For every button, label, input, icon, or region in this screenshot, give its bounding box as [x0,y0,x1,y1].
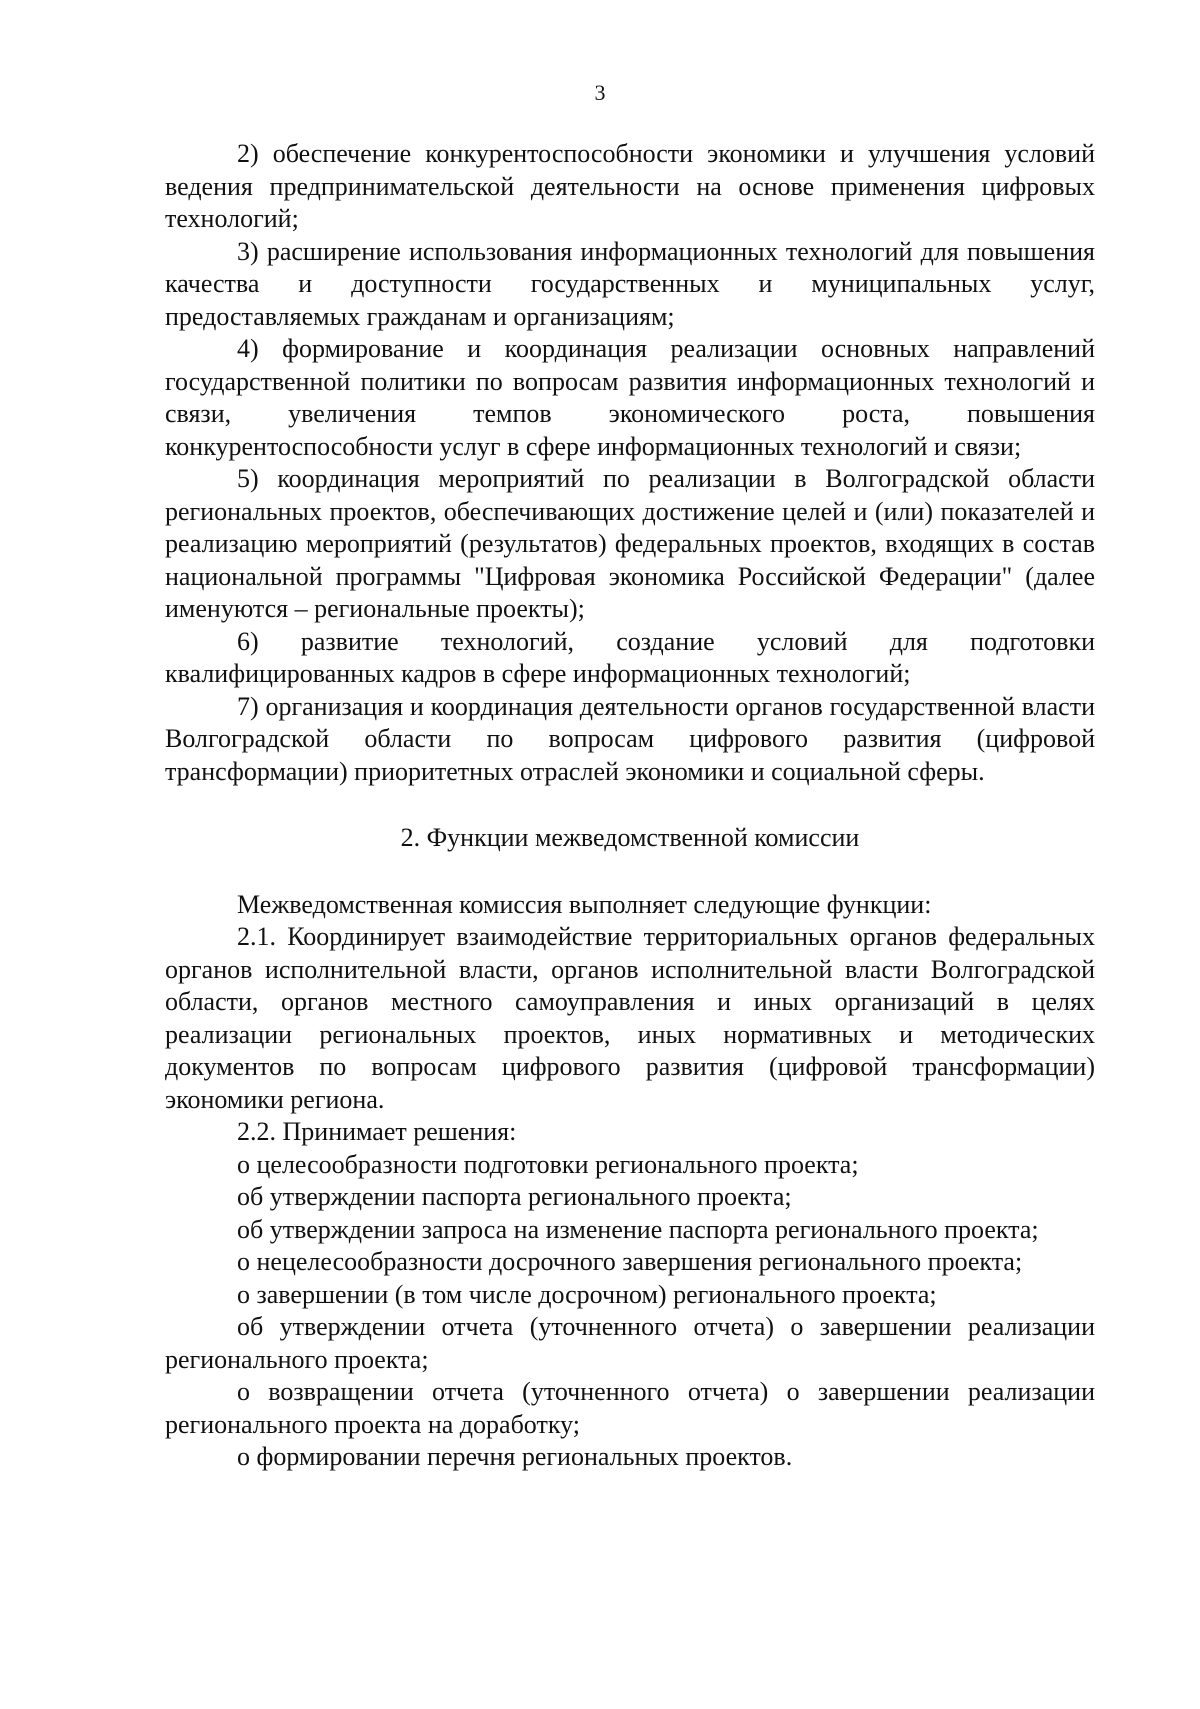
goal-item-7: 7) организация и координация деятельности органов государственной власти Волгоградской области по вопросам цифрового развития (цифровой трансформации) приоритетных отраслей экономики и социальной сферы. [165,691,1095,786]
decision-item: об утверждении паспорта регионального проекта; [237,1182,792,1211]
functions-intro: Межведомственная комиссия выполняет следующие функции: [237,889,932,919]
goal-item-4: 4) формирование и координация реализации основных направлений государственной политики по вопросам развития информационных технологий и связи, увеличения темпов экономического роста, повышения конкурентоспособности услуг в сфере информационных технологий и связи; [165,334,1095,461]
goal-item-3: 3) расширение использования информационных технологий для повышения качества и доступности государственных и муниципальных услуг, предоставляемых гражданам и организациям; [165,236,1095,331]
goal-item-2: 2) обеспечение конкурентоспособности экономики и улучшения условий ведения предпринимательской деятельности на основе применения цифровых технологий; [165,139,1095,233]
decision-item: о целесообразности подготовки регионального проекта; [237,1149,859,1179]
decision-item: о формировании перечня региональных проектов. [237,1442,793,1471]
decision-item: о завершении (в том числе досрочном) регионального проекта; [237,1279,937,1309]
decision-item: о нецелесообразности досрочного завершения регионального проекта; [237,1247,1023,1276]
decision-item: об утверждении запроса на изменение паспорта регионального проекта; [237,1214,1039,1244]
document-body [165,138,1095,1474]
function-item-2-1: 2.1. Координирует взаимодействие территориальных органов федеральных органов исполнительной власти, органов исполнительной власти Волгоградской области, органов местного самоуправления и иных организаций в целях реализации региональных проектов, иных нормативных и методических документов по вопросам цифрового развития (цифровой трансформации) экономики региона. [165,922,1095,1114]
goal-item-6: 6) развитие технологий, создание условий для подготовки квалифицированных кадров в сфере информационных технологий; [165,626,1095,688]
decision-item: о возвращении отчета (уточненного отчета) о завершении реализации регионального проекта на доработку; [165,1377,1095,1439]
goal-item-5: 5) координация мероприятий по реализации в Волгоградской области региональных проектов, обеспечивающих достижение целей и (или) показателей и реализацию мероприятий (результатов) федеральных проектов, входящих в состав национальной программы "Цифровая экономика Российской Федерации" (далее именуются – региональные проекты); [165,464,1095,623]
decision-item: об утверждении отчета (уточненного отчета) о завершении реализации регионального проекта; [165,1312,1095,1374]
section-heading: 2. Функции межведомственной комиссии [400,823,860,852]
page-number: 3 [594,80,606,105]
function-item-2-2: 2.2. Принимает решения: [237,1117,517,1146]
